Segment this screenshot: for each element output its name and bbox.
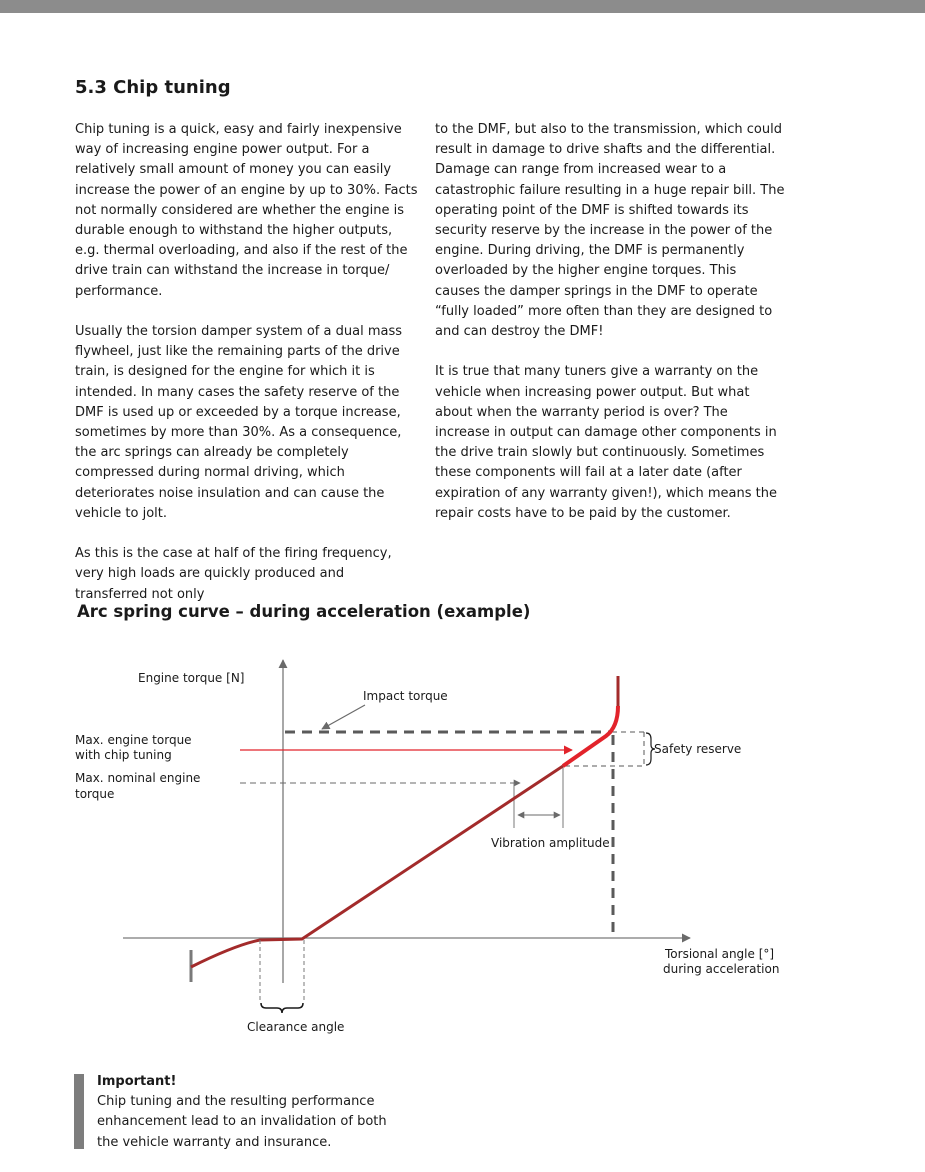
section-title: 5.3 Chip tuning [75, 77, 231, 98]
paragraph: Usually the torsion damper system of a dual mass flywheel, just like the remaining parts of the drive train, is designed for the engine for which it is intended. In many cases the safety reserve of the DMF is used up or exceeded by a torque increase, sometimes by more than 30%. As a consequence, the arc springs can already be completely compressed during normal driving, which deteriorates noise insulation and can cause the vehicle to jolt. [75, 324, 402, 521]
arc-spring-diagram [0, 640, 925, 1050]
max-nominal-label-line2: torque [75, 787, 115, 801]
paragraph: Chip tuning is a quick, easy and fairly inexpensive way of increasing engine power output. For a relatively small amount of money you can easily increase the power of an engine by up to 30%. Facts not normally considered are whether the engine is durable enough to withstand the higher outputs, e.g. thermal overloading, and also if the rest of the drive train can withstand the increase in torque/ performance. [75, 122, 418, 299]
clearance-angle-label: Clearance angle [247, 1020, 345, 1034]
left-column [75, 120, 420, 625]
important-note [74, 1074, 394, 1149]
vibration-amplitude-label: Vibration amplitude [491, 836, 610, 850]
top-bar [0, 0, 925, 13]
note-heading: Important! [97, 1074, 177, 1089]
impact-torque-label: Impact torque [363, 689, 448, 703]
x-axis-label-line2: during acceleration [663, 962, 780, 976]
right-column [435, 120, 785, 544]
max-chip-label-line1: Max. engine torque [75, 733, 192, 747]
safety-reserve-label: Safety reserve [654, 742, 742, 756]
clearance-brace [261, 1003, 303, 1013]
paragraph: to the DMF, but also to the transmission, which could result in damage to drive shafts and the differential. Damage can range from increased wear to a catastrophic failure resulting in a huge repair bill. The operating point of the DMF is shifted towards its security reserve by the increase in the power of the engine. During driving, the DMF is permanently overloaded by the higher engine torques. This causes the damper springs in the DMF to operate “fully loaded” more often than they are designed to and can destroy the DMF! [435, 122, 785, 340]
chip-tuning-curve-segment [563, 706, 618, 766]
y-axis-label: Engine torque [N] [138, 671, 245, 685]
impact-torque-pointer [322, 705, 365, 729]
max-chip-label-line2: with chip tuning [75, 748, 172, 762]
max-nominal-label-line1: Max. nominal engine [75, 771, 201, 785]
paragraph: As this is the case at half of the firing frequency, very high loads are quickly produced and transferred not only [75, 546, 392, 602]
note-text: Chip tuning and the resulting performance enhancement lead to an invalidation of both the vehicle warranty and insurance. [97, 1094, 387, 1150]
chart-title: Arc spring curve – during acceleration (example) [77, 602, 531, 621]
arc-spring-curve [191, 766, 563, 967]
paragraph: It is true that many tuners give a warranty on the vehicle when increasing power output. But what about when the warranty period is over? The increase in output can damage other components in the drive train slowly but continuously. Sometimes these components will fail at a later date (after expiration of any warranty given!), which means the repair costs have to be paid by the customer. [435, 364, 778, 521]
note-marker-bar [74, 1074, 84, 1149]
x-axis-label-line1: Torsional angle [°] [665, 947, 775, 961]
